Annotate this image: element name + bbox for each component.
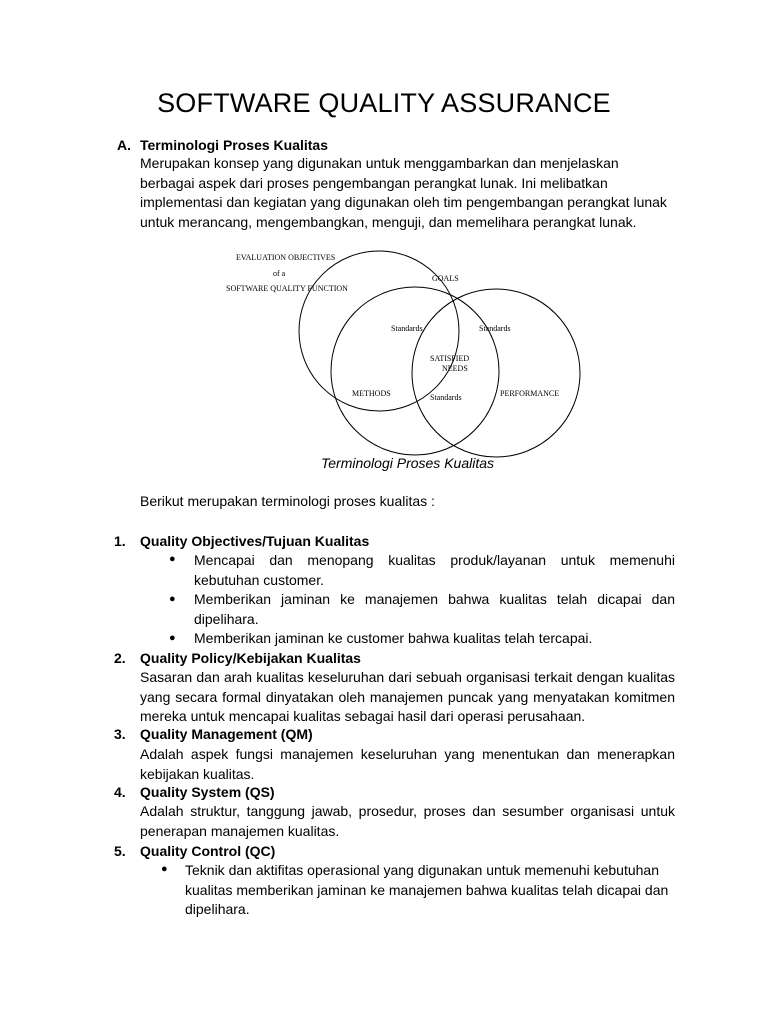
- item-text: Adalah struktur, tanggung jawab, prosedur, proses dan sesumber organisasi untuk penerapan manajemen kualitas.: [140, 803, 675, 839]
- methods-label: METHODS: [352, 389, 391, 398]
- item-title: Quality Management (QM): [140, 726, 313, 742]
- item-number: 1.: [114, 533, 126, 549]
- diagram-header-line3: SOFTWARE QUALITY FUNCTION: [226, 284, 348, 293]
- bullet-icon: ●: [161, 863, 168, 875]
- section-a-paragraph: Merupakan konsep yang digunakan untuk menggambarkan dan menjelaskan berbagai aspek dari proses pengembangan perangkat lunak. Ini melibatkan implementasi dan kegiatan yang digunakan oleh tim pengembangan perangkat lunak untuk merancang, mengembangkan, menguji, dan memelihara perangkat lunak.: [140, 155, 667, 230]
- item-title: Quality Control (QC): [140, 843, 276, 859]
- standards-right-label: Standards: [479, 324, 511, 333]
- bullet-text: Teknik dan aktifitas operasional yang digunakan untuk memenuhi kebutuhan kualitas memberikan jaminan ke manajemen bahwa kualitas telah dicapai dan dipelihara.: [185, 862, 669, 917]
- item-text: Adalah aspek fungsi manajemen keseluruhan yang menentukan dan menerapkan kebijakan kualitas.: [140, 746, 675, 782]
- section-a-heading: Terminologi Proses Kualitas: [140, 137, 329, 153]
- item-text: Sasaran dan arah kualitas keseluruhan dari sebuah organisasi terkait dengan kualitas yang secara formal dinyatakan oleh manajemen puncak yang menyatakan komitmen mereka untuk mencapai kualitas sebagai hasil dari operasi perusahaan.: [140, 669, 675, 724]
- bullet-text: Memberikan jaminan ke customer bahwa kualitas telah tercapai.: [194, 630, 593, 646]
- item-title: Quality System (QS): [140, 784, 275, 800]
- bullet-icon: ●: [169, 553, 176, 565]
- diagram-header-line1: EVALUATION OBJECTIVES: [236, 253, 336, 262]
- bullet-icon: ●: [169, 632, 176, 644]
- item-title: Quality Objectives/Tujuan Kualitas: [140, 533, 370, 549]
- bullet-text: Memberikan jaminan ke manajemen bahwa kualitas telah dicapai dan dipelihara.: [194, 591, 675, 627]
- bullet-icon: ●: [169, 593, 176, 605]
- section-a-letter: A.: [117, 137, 131, 153]
- page-title: SOFTWARE QUALITY ASSURANCE: [157, 88, 611, 118]
- bullet-text: Mencapai dan menopang kualitas produk/layanan untuk memenuhi kebutuhan customer.: [194, 552, 675, 588]
- item-number: 3.: [114, 726, 126, 742]
- standards-bottom-label: Standards: [430, 393, 462, 402]
- venn-diagram: [215, 245, 595, 460]
- methods-circle: [331, 287, 499, 455]
- standards-left-label: Standards: [391, 324, 423, 333]
- item-title: Quality Policy/Kebijakan Kualitas: [140, 650, 361, 666]
- needs-label: NEEDS: [442, 364, 468, 373]
- goals-label: GOALS: [432, 274, 459, 283]
- performance-circle: [412, 289, 580, 457]
- satisfied-label: SATISFIED: [430, 354, 470, 363]
- intro-text: Berikut merupakan terminologi proses kualitas :: [140, 493, 435, 509]
- performance-label: PERFORMANCE: [500, 389, 560, 398]
- item-number: 2.: [114, 650, 126, 666]
- diagram-header-line2: of a: [273, 269, 286, 278]
- figure-caption: Terminologi Proses Kualitas: [320, 455, 494, 471]
- item-number: 4.: [114, 784, 126, 800]
- item-number: 5.: [114, 843, 126, 859]
